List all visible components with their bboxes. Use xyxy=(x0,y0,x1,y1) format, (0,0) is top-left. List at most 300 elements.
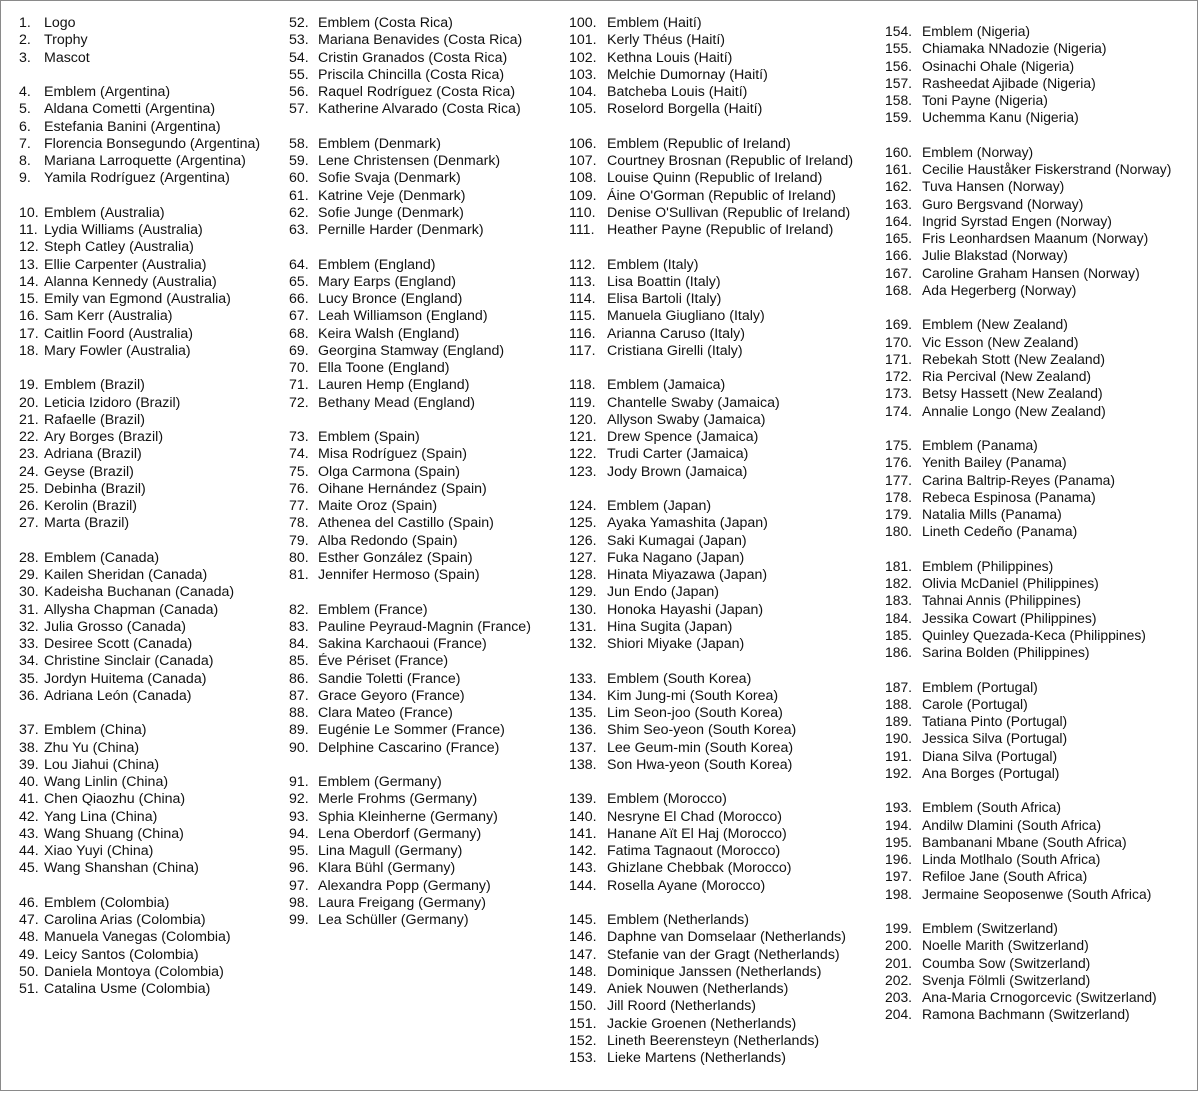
item-label: Dominique Janssen (Netherlands) xyxy=(607,963,822,980)
item-label: Jennifer Hermoso (Spain) xyxy=(318,567,480,583)
item-label: Lou Jiahui (China) xyxy=(44,756,160,773)
legend-item xyxy=(569,222,853,239)
legend-item xyxy=(885,334,1171,351)
item-label: Caroline Graham Hansen (Norway) xyxy=(922,264,1140,281)
legend-group xyxy=(885,558,1171,662)
legend-group xyxy=(569,671,853,775)
item-label: Betsy Hassett (New Zealand) xyxy=(922,385,1103,402)
item-number: 49. xyxy=(19,946,39,963)
legend-item xyxy=(289,360,531,377)
item-label: Andilw Dlamini (South Africa) xyxy=(922,816,1102,833)
item-label: Svenja Fölmli (Switzerland) xyxy=(922,971,1091,988)
legend-item xyxy=(569,136,853,153)
item-number: 74. xyxy=(289,446,309,463)
item-number: 92. xyxy=(289,791,309,808)
legend-item xyxy=(19,257,260,274)
legend-item xyxy=(569,722,853,739)
legend-item xyxy=(569,964,853,981)
legend-item xyxy=(885,196,1171,213)
item-number: 93. xyxy=(289,808,309,825)
item-label: Debinha (Brazil) xyxy=(44,480,146,497)
item-number: 53. xyxy=(289,32,309,49)
legend-item xyxy=(885,575,1171,592)
item-label: Eugénie Le Sommer (France) xyxy=(318,722,505,739)
item-label: Desiree Scott (Canada) xyxy=(44,636,193,652)
legend-item xyxy=(885,489,1171,506)
item-label: Ingrid Syrstad Engen (Norway) xyxy=(922,212,1112,229)
item-number: 132. xyxy=(569,636,597,652)
item-number: 151. xyxy=(569,1015,597,1032)
item-label: Athenea del Castillo (Spain) xyxy=(318,515,494,532)
item-number: 166. xyxy=(885,247,913,264)
item-number: 137. xyxy=(569,739,597,756)
item-number: 80. xyxy=(289,549,309,566)
item-label: Guro Bergsvand (Norway) xyxy=(922,195,1084,212)
item-number: 171. xyxy=(885,350,913,367)
item-label: Emblem (China) xyxy=(44,722,147,739)
legend-item xyxy=(885,799,1171,816)
item-label: Trudi Carter (Jamaica) xyxy=(607,446,749,463)
legend-group xyxy=(569,15,853,119)
legend-group xyxy=(19,722,260,877)
legend-item xyxy=(289,550,531,567)
item-label: Lieke Martens (Netherlands) xyxy=(607,1050,786,1066)
item-number: 109. xyxy=(569,187,597,204)
item-label: Lee Geum-min (South Korea) xyxy=(607,739,794,756)
item-number: 147. xyxy=(569,946,597,963)
item-label: Ana Borges (Portugal) xyxy=(922,764,1060,781)
legend-item xyxy=(289,67,531,84)
item-number: 202. xyxy=(885,971,913,988)
item-number: 77. xyxy=(289,498,309,514)
item-number: 23. xyxy=(19,446,39,463)
item-number: 79. xyxy=(289,532,309,549)
item-number: 182. xyxy=(885,575,913,591)
item-number: 25. xyxy=(19,480,39,497)
item-number: 44. xyxy=(19,843,39,859)
item-number: 104. xyxy=(569,84,597,100)
legend-item xyxy=(885,713,1171,730)
legend-item xyxy=(289,498,531,515)
legend-item xyxy=(885,75,1171,92)
legend-group xyxy=(19,205,260,360)
item-label: Emblem (Jamaica) xyxy=(607,377,726,394)
legend-item xyxy=(289,170,531,187)
item-label: Bambanani Mbane (South Africa) xyxy=(922,833,1127,850)
item-number: 194. xyxy=(885,816,913,833)
item-label: Elisa Bartoli (Italy) xyxy=(607,291,722,307)
item-label: Jill Roord (Netherlands) xyxy=(607,998,757,1015)
item-label: Emblem (Japan) xyxy=(607,498,712,514)
item-label: Ada Hegerberg (Norway) xyxy=(922,281,1077,298)
item-label: Jackie Groenen (Netherlands) xyxy=(607,1015,797,1032)
legend-item xyxy=(569,671,853,688)
item-label: Kim Jung-mi (South Korea) xyxy=(607,687,779,704)
legend-item xyxy=(569,1050,853,1067)
item-label: Georgina Stamway (England) xyxy=(318,342,505,359)
legend-item xyxy=(19,860,260,877)
legend-item xyxy=(19,636,260,653)
item-number: 124. xyxy=(569,498,597,514)
legend-item xyxy=(19,464,260,481)
item-label: Éve Périset (France) xyxy=(318,653,449,670)
legend-item xyxy=(289,843,531,860)
legend-group xyxy=(289,774,531,929)
item-label: Arianna Caruso (Italy) xyxy=(607,325,745,342)
legend-group xyxy=(19,15,260,67)
item-label: Rebekah Stott (New Zealand) xyxy=(922,350,1105,367)
legend-item xyxy=(569,274,853,291)
legend-item xyxy=(569,912,853,929)
item-number: 136. xyxy=(569,722,597,739)
item-label: Emblem (Panama) xyxy=(922,437,1038,453)
legend-item xyxy=(19,567,260,584)
item-number: 163. xyxy=(885,195,913,212)
item-number: 103. xyxy=(569,66,597,83)
legend-column-3 xyxy=(569,15,853,1085)
item-label: Laura Freigang (Germany) xyxy=(318,894,486,911)
legend-group xyxy=(885,144,1171,299)
item-label: Carina Baltrip-Reyes (Panama) xyxy=(922,471,1115,488)
item-number: 67. xyxy=(289,308,309,325)
legend-item xyxy=(19,170,260,187)
legend-item xyxy=(289,326,531,343)
item-label: Refiloe Jane (South Africa) xyxy=(922,868,1088,885)
item-label: Julie Blakstad (Norway) xyxy=(922,247,1068,264)
item-number: 8. xyxy=(19,153,31,169)
item-label: Sarina Bolden (Philippines) xyxy=(922,644,1090,660)
legend-item xyxy=(885,472,1171,489)
legend-item xyxy=(569,1033,853,1050)
item-number: 143. xyxy=(569,860,597,877)
item-number: 145. xyxy=(569,912,597,928)
legend-item xyxy=(19,809,260,826)
legend-item xyxy=(885,523,1171,540)
item-label: Klara Bühl (Germany) xyxy=(318,860,456,877)
legend-item xyxy=(289,912,531,929)
legend-item xyxy=(289,791,531,808)
item-label: Emblem (England) xyxy=(318,256,436,273)
item-label: Ella Toone (England) xyxy=(318,360,450,376)
item-label: Ramona Bachmann (Switzerland) xyxy=(922,1006,1130,1023)
item-number: 126. xyxy=(569,532,597,549)
item-number: 134. xyxy=(569,687,597,704)
legend-item xyxy=(569,101,853,118)
item-number: 155. xyxy=(885,40,913,57)
item-label: Florencia Bonsegundo (Argentina) xyxy=(44,135,261,152)
legend-group xyxy=(569,136,853,240)
legend-item xyxy=(569,981,853,998)
item-number: 62. xyxy=(289,204,309,221)
item-label: Lena Oberdorf (Germany) xyxy=(318,825,482,842)
legend-item xyxy=(885,230,1171,247)
item-number: 99. xyxy=(289,912,309,928)
legend-item xyxy=(885,851,1171,868)
legend-group xyxy=(569,377,853,481)
legend-item xyxy=(569,498,853,515)
item-number: 191. xyxy=(885,747,913,764)
legend-item xyxy=(19,550,260,567)
legend-item xyxy=(289,878,531,895)
item-number: 184. xyxy=(885,609,913,626)
legend-item xyxy=(569,188,853,205)
item-label: Carole (Portugal) xyxy=(922,695,1028,712)
item-label: Manuela Vanegas (Colombia) xyxy=(44,929,231,946)
item-number: 123. xyxy=(569,463,597,480)
item-label: Emblem (South Africa) xyxy=(922,799,1061,816)
item-number: 91. xyxy=(289,774,309,790)
legend-group xyxy=(19,550,260,705)
item-label: Stefanie van der Gragt (Netherlands) xyxy=(607,946,840,963)
item-number: 57. xyxy=(289,101,309,118)
item-number: 165. xyxy=(885,230,913,246)
legend-group xyxy=(289,602,531,757)
item-number: 3. xyxy=(19,49,31,66)
legend-item xyxy=(289,653,531,670)
item-number: 176. xyxy=(885,454,913,471)
item-number: 179. xyxy=(885,506,913,522)
item-number: 88. xyxy=(289,705,309,721)
legend-item xyxy=(569,636,853,653)
item-number: 76. xyxy=(289,480,309,497)
item-number: 27. xyxy=(19,515,39,532)
item-label: Emblem (Brazil) xyxy=(44,377,145,394)
legend-item xyxy=(19,84,260,101)
legend-item xyxy=(289,515,531,532)
item-number: 98. xyxy=(289,894,309,911)
item-label: Lea Schüller (Germany) xyxy=(318,912,469,928)
legend-item xyxy=(885,610,1171,627)
item-number: 34. xyxy=(19,653,39,670)
item-number: 75. xyxy=(289,463,309,480)
legend-item xyxy=(569,826,853,843)
item-label: Ghizlane Chebbak (Morocco) xyxy=(607,860,792,877)
legend-item xyxy=(289,274,531,291)
legend-item xyxy=(19,119,260,136)
legend-column-1 xyxy=(19,15,260,1016)
item-number: 153. xyxy=(569,1050,597,1066)
legend-item xyxy=(569,947,853,964)
item-label: Katrine Veje (Denmark) xyxy=(318,187,466,204)
item-label: Emily van Egmond (Australia) xyxy=(44,291,231,307)
legend-item xyxy=(19,584,260,601)
legend-item xyxy=(569,878,853,895)
item-label: Katherine Alvarado (Costa Rica) xyxy=(318,101,521,118)
item-number: 78. xyxy=(289,515,309,532)
legend-item xyxy=(19,843,260,860)
item-number: 12. xyxy=(19,239,39,256)
legend-item xyxy=(289,377,531,394)
legend-item xyxy=(289,895,531,912)
item-number: 111. xyxy=(569,222,595,238)
legend-item xyxy=(19,740,260,757)
item-label: Emblem (Costa Rica) xyxy=(318,15,453,31)
legend-item xyxy=(19,377,260,394)
legend-item xyxy=(569,705,853,722)
item-number: 20. xyxy=(19,394,39,411)
item-label: Ary Borges (Brazil) xyxy=(44,429,164,445)
legend-item xyxy=(19,291,260,308)
legend-item xyxy=(289,50,531,67)
item-label: Osinachi Ohale (Nigeria) xyxy=(922,57,1075,74)
item-label: Olivia McDaniel (Philippines) xyxy=(922,575,1099,591)
legend-item xyxy=(885,282,1171,299)
legend-item xyxy=(885,730,1171,747)
item-label: Lauren Hemp (England) xyxy=(318,377,470,394)
legend-item xyxy=(885,972,1171,989)
item-number: 82. xyxy=(289,601,309,618)
item-number: 55. xyxy=(289,66,309,83)
legend-item xyxy=(289,308,531,325)
legend-item xyxy=(289,15,531,32)
item-label: Tahnai Annis (Philippines) xyxy=(922,592,1082,609)
legend-item xyxy=(569,291,853,308)
item-number: 110. xyxy=(569,204,596,221)
item-number: 129. xyxy=(569,584,597,601)
item-label: Emblem (Denmark) xyxy=(318,135,441,152)
legend-item xyxy=(19,50,260,67)
item-number: 100. xyxy=(569,15,597,31)
item-label: Ayaka Yamashita (Japan) xyxy=(607,515,768,532)
legend-item xyxy=(885,351,1171,368)
item-number: 33. xyxy=(19,636,39,652)
item-number: 149. xyxy=(569,981,597,997)
item-number: 58. xyxy=(289,135,309,152)
legend-item xyxy=(289,136,531,153)
item-number: 177. xyxy=(885,471,913,488)
item-label: Mariana Larroquette (Argentina) xyxy=(44,153,246,169)
item-label: Oihane Hernández (Spain) xyxy=(318,480,487,497)
legend-item xyxy=(19,947,260,964)
item-number: 114. xyxy=(569,291,596,307)
item-number: 96. xyxy=(289,860,309,877)
item-label: Bethany Mead (England) xyxy=(318,394,475,411)
item-number: 133. xyxy=(569,670,597,687)
legend-item xyxy=(289,429,531,446)
legend-item xyxy=(19,153,260,170)
item-label: Rebeca Espinosa (Panama) xyxy=(922,488,1096,505)
item-label: Aldana Cometti (Argentina) xyxy=(44,101,216,118)
item-label: Hinata Miyazawa (Japan) xyxy=(607,567,768,583)
legend-item xyxy=(289,722,531,739)
item-label: Vic Esson (New Zealand) xyxy=(922,333,1079,350)
item-label: Jessica Silva (Portugal) xyxy=(922,730,1068,747)
item-number: 199. xyxy=(885,920,913,936)
legend-item xyxy=(289,257,531,274)
legend-item xyxy=(885,868,1171,885)
legend-item xyxy=(885,58,1171,75)
item-label: Fatima Tagnaout (Morocco) xyxy=(607,843,781,859)
item-label: Wang Linlin (China) xyxy=(44,774,169,790)
item-label: Denise O'Sullivan (Republic of Ireland) xyxy=(607,204,851,221)
legend-item xyxy=(289,740,531,757)
item-number: 121. xyxy=(569,429,597,445)
legend-item xyxy=(569,446,853,463)
item-label: Logo xyxy=(44,15,76,31)
legend-item xyxy=(885,247,1171,264)
legend-item xyxy=(569,32,853,49)
item-label: Heather Payne (Republic of Ireland) xyxy=(607,222,834,238)
item-number: 45. xyxy=(19,860,39,877)
item-label: Emblem (Argentina) xyxy=(44,84,171,100)
item-label: Geyse (Brazil) xyxy=(44,463,134,480)
item-label: Alanna Kennedy (Australia) xyxy=(44,273,217,290)
item-label: Toni Payne (Nigeria) xyxy=(922,92,1048,108)
legend-item xyxy=(885,558,1171,575)
legend-item xyxy=(19,619,260,636)
legend-group xyxy=(569,498,853,653)
legend-item xyxy=(289,481,531,498)
legend-item xyxy=(19,671,260,688)
legend-group xyxy=(289,15,531,119)
legend-item xyxy=(19,481,260,498)
item-label: Emblem (France) xyxy=(318,601,428,618)
item-number: 21. xyxy=(19,411,39,428)
legend-item xyxy=(289,153,531,170)
item-number: 119. xyxy=(569,394,596,411)
item-number: 68. xyxy=(289,325,309,342)
item-label: Emblem (Colombia) xyxy=(44,894,170,911)
item-label: Raquel Rodríguez (Costa Rica) xyxy=(318,84,516,100)
item-label: Daphne van Domselaar (Netherlands) xyxy=(607,929,846,946)
item-number: 200. xyxy=(885,937,913,954)
legend-item xyxy=(289,619,531,636)
legend-item xyxy=(569,412,853,429)
item-number: 30. xyxy=(19,584,39,601)
item-label: Emblem (Morocco) xyxy=(607,791,727,808)
item-number: 37. xyxy=(19,722,39,739)
item-label: Allyson Swaby (Jamaica) xyxy=(607,411,766,428)
legend-item xyxy=(569,377,853,394)
item-number: 106. xyxy=(569,135,597,152)
item-number: 204. xyxy=(885,1006,913,1023)
item-label: Lim Seon-joo (South Korea) xyxy=(607,705,783,721)
item-label: Ellie Carpenter (Australia) xyxy=(44,256,207,273)
item-number: 51. xyxy=(19,981,39,997)
item-number: 18. xyxy=(19,342,39,359)
item-number: 152. xyxy=(569,1032,597,1049)
item-label: Keira Walsh (England) xyxy=(318,325,460,342)
legend-item xyxy=(19,688,260,705)
item-label: Hina Sugita (Japan) xyxy=(607,618,733,635)
item-label: Maite Oroz (Spain) xyxy=(318,498,438,514)
item-number: 169. xyxy=(885,316,913,333)
item-number: 127. xyxy=(569,549,597,566)
item-number: 87. xyxy=(289,687,309,704)
legend-item xyxy=(19,446,260,463)
item-label: Fuka Nagano (Japan) xyxy=(607,549,745,566)
item-label: Zhu Yu (China) xyxy=(44,739,140,756)
item-number: 56. xyxy=(289,84,309,100)
item-label: Lucy Bronce (England) xyxy=(318,291,463,307)
item-number: 16. xyxy=(19,308,39,325)
legend-item xyxy=(569,84,853,101)
item-number: 187. xyxy=(885,678,913,695)
item-label: Emblem (Italy) xyxy=(607,256,699,273)
item-label: Emblem (South Korea) xyxy=(607,670,752,687)
item-number: 164. xyxy=(885,212,913,229)
legend-item xyxy=(885,748,1171,765)
item-number: 197. xyxy=(885,868,913,885)
legend-item xyxy=(885,385,1171,402)
legend-item xyxy=(289,567,531,584)
legend-item xyxy=(569,308,853,325)
legend-group xyxy=(885,23,1171,127)
item-label: Olga Carmona (Spain) xyxy=(318,463,460,480)
item-label: Emblem (Philippines) xyxy=(922,557,1054,574)
item-number: 142. xyxy=(569,843,597,859)
legend-item xyxy=(569,153,853,170)
